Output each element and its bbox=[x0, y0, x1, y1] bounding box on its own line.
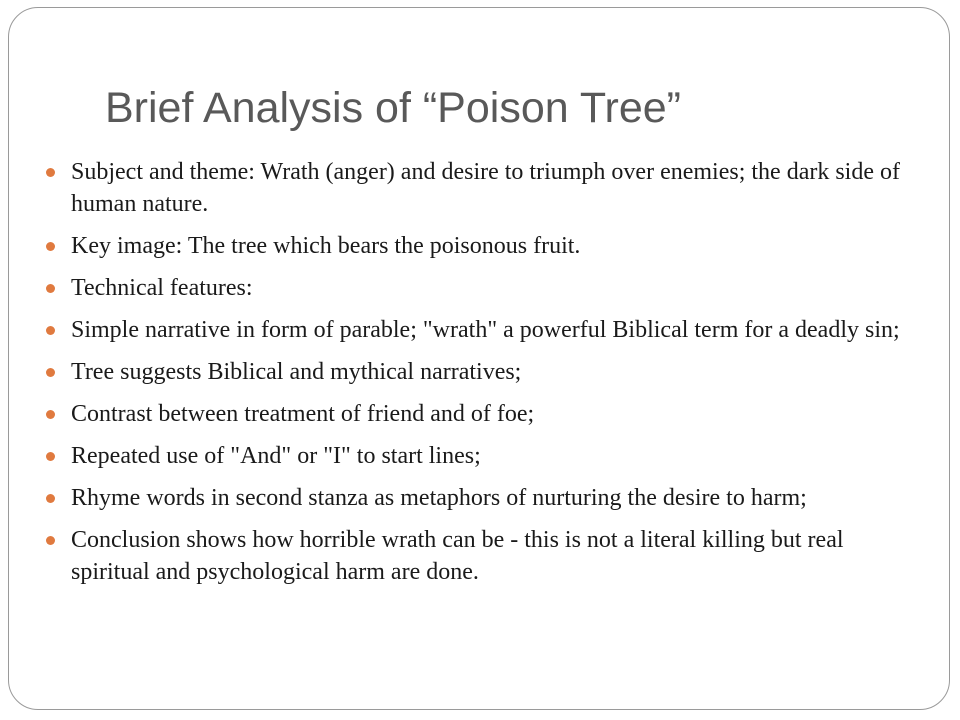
bullet-item bbox=[46, 440, 906, 472]
bullet-item bbox=[46, 356, 906, 388]
bullet-item bbox=[46, 398, 906, 430]
bullet-dot-icon bbox=[46, 410, 55, 419]
bullet-text: Technical features: bbox=[71, 275, 253, 301]
bullet-dot-icon bbox=[46, 242, 55, 251]
bullet-text: Contrast between treatment of friend and of foe; bbox=[71, 401, 535, 427]
bullet-text: Tree suggests Biblical and mythical narratives; bbox=[71, 359, 522, 385]
bullet-item bbox=[46, 482, 906, 514]
bullet-item bbox=[46, 314, 906, 346]
bullet-dot-icon bbox=[46, 326, 55, 335]
bullet-text: Key image: The tree which bears the poisonous fruit. bbox=[71, 233, 581, 259]
bullet-item bbox=[46, 156, 906, 220]
bullet-dot-icon bbox=[46, 168, 55, 177]
bullet-text: Repeated use of "And" or "I" to start lines; bbox=[71, 443, 481, 469]
bullet-text: Conclusion shows how horrible wrath can be - this is not a literal killing but real spiritual and psychological harm are done. bbox=[71, 527, 844, 585]
bullet-item bbox=[46, 230, 906, 262]
bullet-text: Subject and theme: Wrath (anger) and desire to triumph over enemies; the dark side of human nature. bbox=[71, 159, 900, 217]
bullet-dot-icon bbox=[46, 536, 55, 545]
bullet-item bbox=[46, 524, 906, 588]
bullet-text: Rhyme words in second stanza as metaphors of nurturing the desire to harm; bbox=[71, 485, 807, 511]
slide-title: Brief Analysis of “Poison Tree” bbox=[105, 84, 681, 132]
bullet-dot-icon bbox=[46, 494, 55, 503]
bullet-dot-icon bbox=[46, 452, 55, 461]
bullet-list bbox=[46, 156, 906, 598]
bullet-dot-icon bbox=[46, 368, 55, 377]
bullet-item bbox=[46, 272, 906, 304]
bullet-text: Simple narrative in form of parable; "wrath" a powerful Biblical term for a deadly sin; bbox=[71, 317, 900, 343]
bullet-dot-icon bbox=[46, 284, 55, 293]
